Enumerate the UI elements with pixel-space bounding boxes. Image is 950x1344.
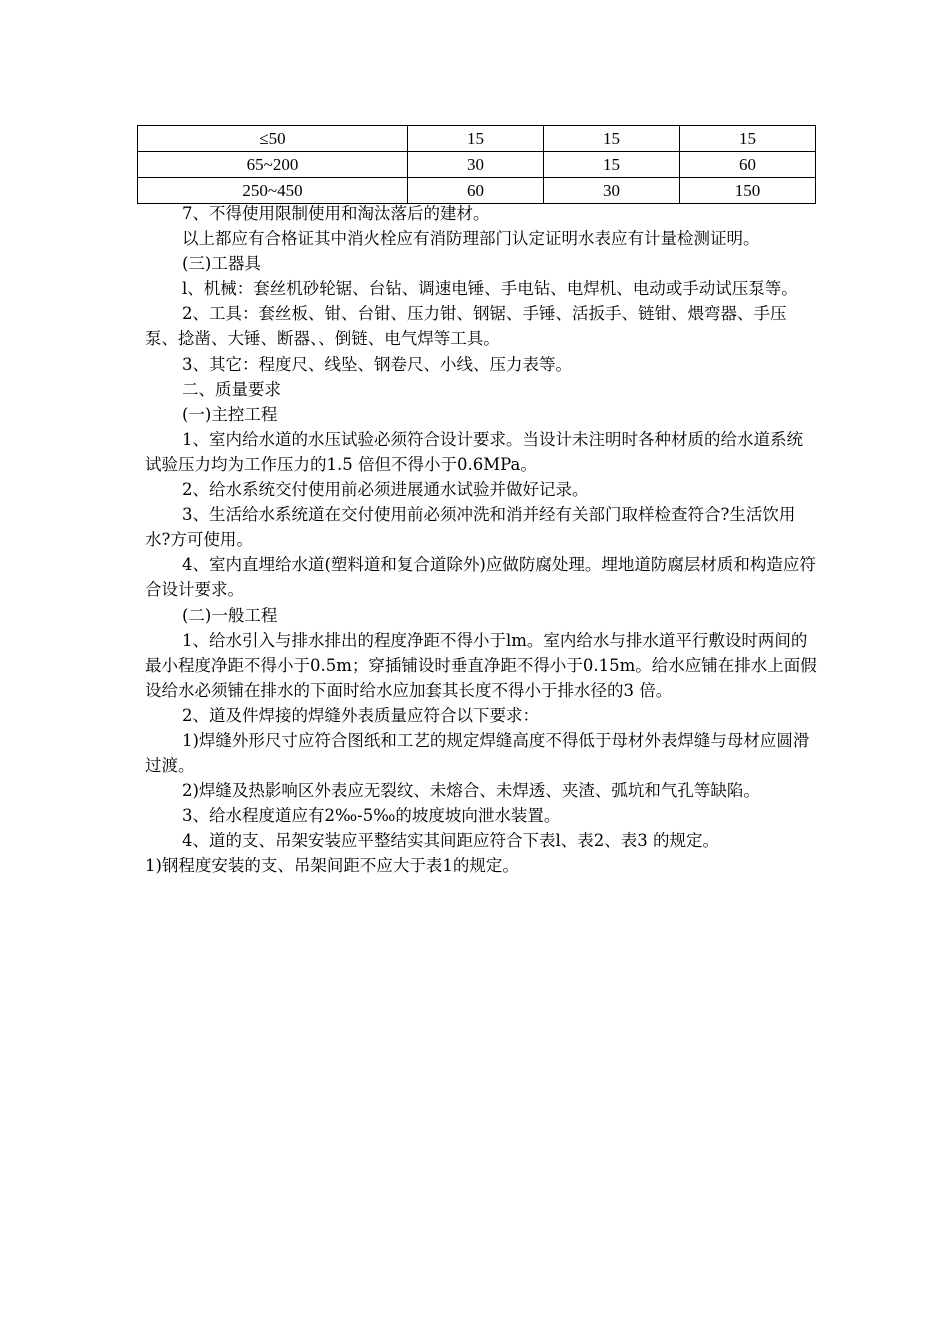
paragraph: 4、道的支、吊架安装应平整结实其间距应符合下表l、表2、表3 的规定。 bbox=[182, 831, 720, 851]
table-row bbox=[138, 152, 816, 178]
paragraph: l、机械：套丝机砂轮锯、台钻、调速电锤、手电钻、电焊机、电动或手动试压泵等。 bbox=[182, 279, 798, 299]
section-heading: (二)一般工程 bbox=[182, 605, 278, 625]
paragraph: 1、室内给水道的水压试验必须符合设计要求。当设计未注明时各种材质的给水道系统试验压力均为工作压力的1.5 倍但不得小于0.6MPa。 bbox=[145, 429, 803, 474]
table-cell: 15 bbox=[408, 126, 544, 152]
paragraph: 2)焊缝及热影响区外表应无裂纹、未熔合、未焊透、夹渣、弧坑和气孔等缺陷。 bbox=[182, 781, 760, 801]
section-heading: (一)主控工程 bbox=[182, 404, 278, 424]
table-cell: ≤50 bbox=[138, 126, 408, 152]
section-heading: (三)工器具 bbox=[182, 254, 261, 274]
table-cell: 250~450 bbox=[138, 178, 408, 204]
table-cell: 150 bbox=[680, 178, 816, 204]
paragraph: 1)钢程度安装的支、吊架间距不应大于表1的规定。 bbox=[145, 856, 519, 876]
table-cell: 60 bbox=[408, 178, 544, 204]
paragraph: 7、不得使用限制使用和淘汰落后的建材。 bbox=[182, 204, 490, 223]
paragraph: 4、室内直埋给水道(塑料道和复合道除外)应做防腐处理。埋地道防腐层材质和构造应符合设计要求。 bbox=[145, 555, 816, 600]
paragraph: 3、其它：程度尺、线坠、钢卷尺、小线、压力表等。 bbox=[182, 354, 572, 374]
paragraph: 1)焊缝外形尺寸应符合图纸和工艺的规定焊缝高度不得低于母材外表焊缝与母材应圆滑过渡。 bbox=[145, 730, 810, 776]
paragraph: 3、给水程度道应有2‰-5‰的坡度坡向泄水装置。 bbox=[182, 806, 561, 826]
paragraph: 2、道及件焊接的焊缝外表质量应符合以下要求： bbox=[182, 705, 539, 725]
table-row bbox=[138, 178, 816, 204]
body-text bbox=[145, 201, 817, 879]
table-cell: 60 bbox=[680, 152, 816, 178]
spacing-table bbox=[137, 125, 816, 204]
table-cell: 30 bbox=[408, 152, 544, 178]
table-cell: 15 bbox=[680, 126, 816, 152]
table-cell: 30 bbox=[544, 178, 680, 204]
paragraph: 1、给水引入与排水排出的程度净距不得小于lm。室内给水与排水道平行敷设时两间的最小程度净距不得小于0.5m；穿插铺设时垂直净距不得小于0.15m。给水应铺在排水上面假设给水必须铺在排水的下面时给水应加套其长度不得小于排水径的3 倍。 bbox=[145, 630, 817, 700]
table-cell: 15 bbox=[544, 126, 680, 152]
paragraph: 以上都应有合格证其中消火栓应有消防理部门认定证明水表应有计量检测证明。 bbox=[182, 229, 760, 249]
table-row bbox=[138, 126, 816, 152]
paragraph: 3、生活给水系统道在交付使用前必须冲洗和消并经有关部门取样检查符合?生活饮用水?方可使用。 bbox=[145, 505, 796, 550]
table-cell: 15 bbox=[544, 152, 680, 178]
section-heading: 二、质量要求 bbox=[182, 379, 281, 399]
table-cell: 65~200 bbox=[138, 152, 408, 178]
paragraph: 2、给水系统交付使用前必须进展通水试验并做好记录。 bbox=[182, 480, 589, 500]
paragraph: 2、工具：套丝板、钳、台钳、压力钳、钢锯、手锤、活扳手、链钳、煨弯器、手压泵、捻凿、大锤、断器、、倒链、电气焊等工具。 bbox=[145, 304, 787, 349]
